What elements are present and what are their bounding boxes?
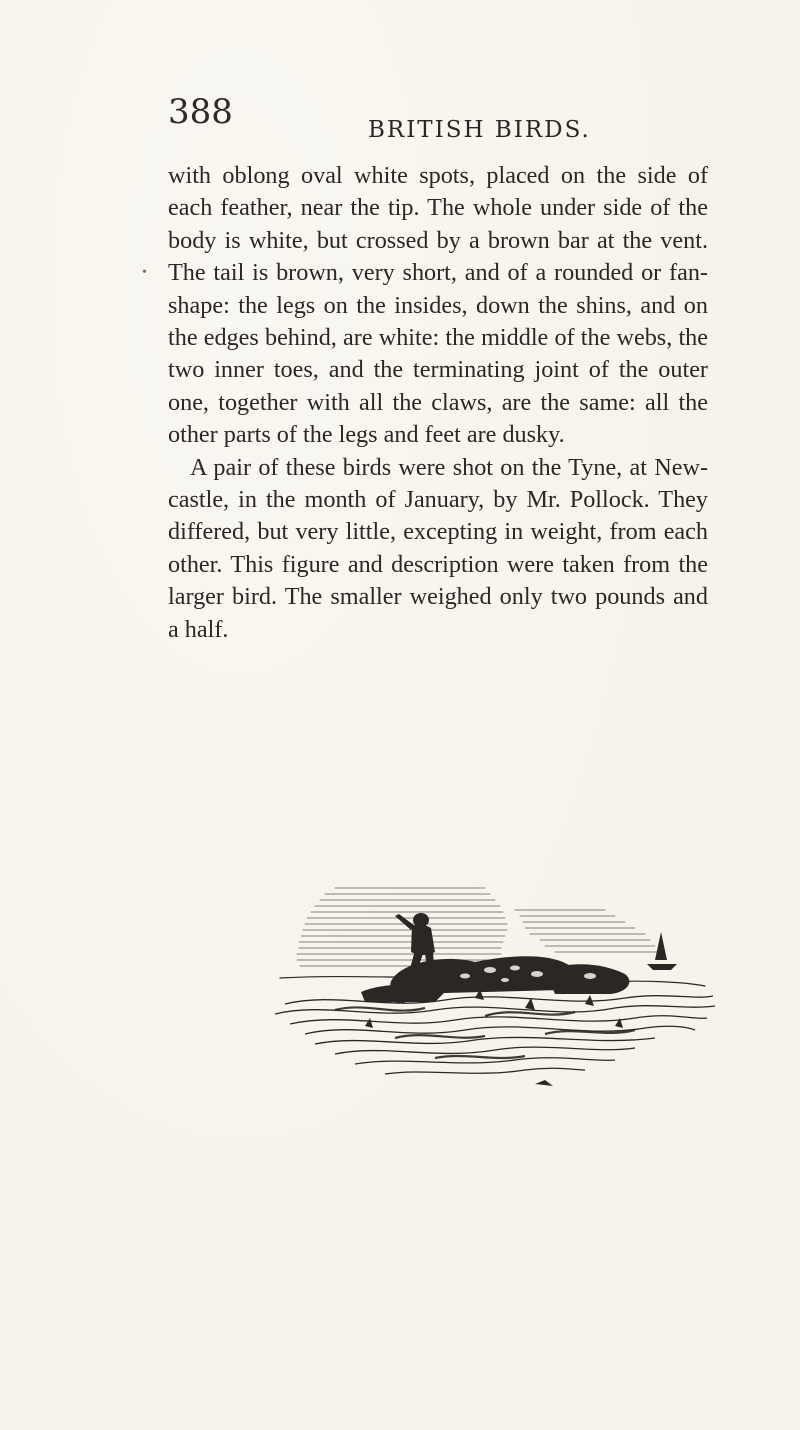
paragraph-2: A pair of these birds were shot on the Tyne, at New-castle, in the month of January, by Mr. Pollock. They differed, but very little, excepting in weight, from each other. This figure and description were taken from the larger bird. The smaller weighed only two pounds and a half.	[168, 453, 708, 643]
body-text	[168, 160, 708, 646]
paragraph-1: with oblong oval white spots, placed on the side of each feather, near the tip. The whole under side of the body is white, but crossed by a brown bar at the vent. The tail is brown, very short, and of a rounded or fan-shape: the legs on the insides, down the shins, and on the edges behind, are white: the middle of the webs, the two inner toes, and the terminating joint of the outer one, together with all the claws, are the same: all the other parts of the legs and feet are dusky.	[168, 162, 708, 449]
wave-crests	[365, 989, 623, 1086]
page-number: 388	[168, 92, 233, 132]
margin-blemish: •	[142, 265, 147, 280]
engraved-vignette-illustration	[275, 870, 715, 1110]
page-header	[168, 92, 708, 142]
sea-waves	[275, 996, 715, 1074]
running-title: BRITISH BIRDS.	[368, 117, 591, 143]
distant-boat	[647, 932, 677, 970]
